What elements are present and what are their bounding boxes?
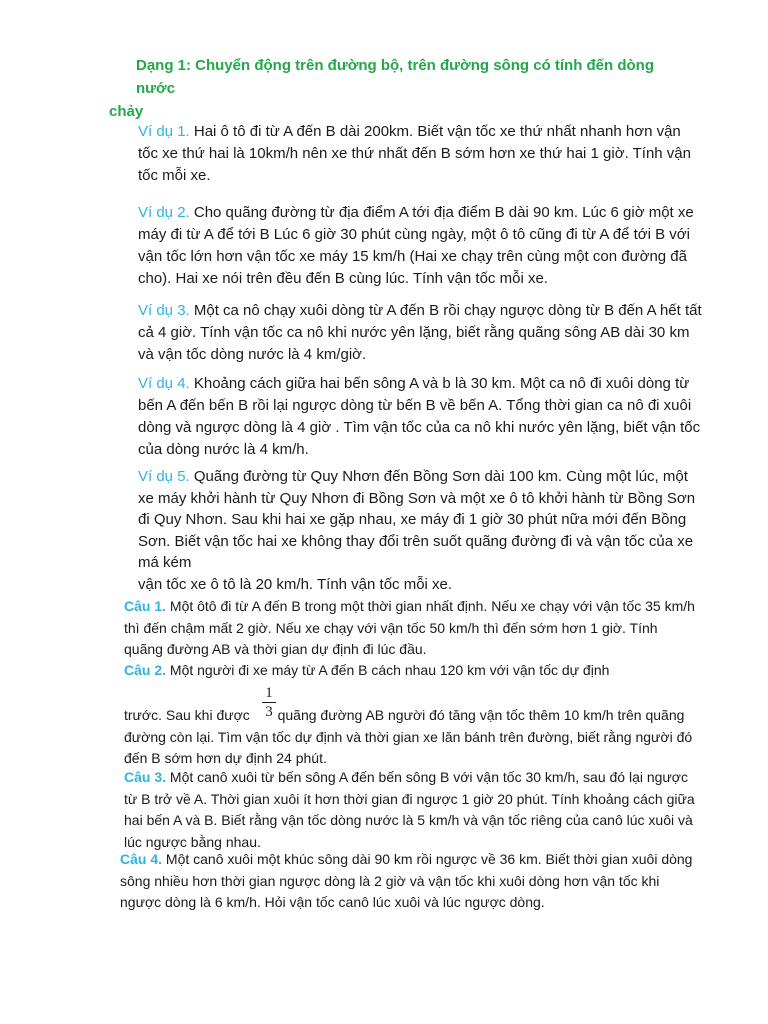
- example-text: Một ca nô chạy xuôi dòng từ A đến B rồi chạy ngược dòng từ B đến A hết tất cả 4 giờ. Tính vận tốc ca nô khi nước yên lặng, biết rằng quãng sông AB dài 30 km và vận tốc dòng nước là 4 km/giờ.: [138, 302, 702, 363]
- example-label: Ví dụ 1.: [138, 123, 190, 140]
- question-2-continued: [124, 705, 699, 770]
- heading-line-1: Dạng 1: Chuyển động trên đường bộ, trên đường sông có tính đến dòng nước: [136, 57, 655, 97]
- example-text: Cho quãng đường từ địa điểm A tới địa điểm B dài 90 km. Lúc 6 giờ một xe máy đi từ A để tới B Lúc 6 giờ 30 phút cùng ngày, một ô tô cũng đi từ A để tới B với vận tốc lớn hơn vận tốc xe máy 15 km/h (Hai xe chạy trên cùng một con đường đã cho). Hai xe nói trên đều đến B cùng lúc. Tính vận tốc mỗi xe.: [138, 204, 694, 287]
- example-label: Ví dụ 3.: [138, 302, 190, 319]
- example-text: Quãng đường từ Quy Nhơn đến Bồng Sơn dài 100 km. Cùng một lúc, một xe máy khởi hành từ Quy Nhơn đi Bồng Sơn và một xe ô tô khởi hành từ Bồng Sơn đi Quy Nhơn. Sau khi hai xe gặp nhau, xe máy đi 1 giờ 30 phút nữa mới đến Bồng Sơn. Biết vận tốc hai xe không thay đổi trên suốt quãng đường đi và vận tốc của xe má kém: [138, 468, 696, 571]
- example-4: [138, 373, 703, 461]
- question-text: Một người đi xe máy từ A đến B cách nhau 120 km với vận tốc dự định: [166, 662, 610, 678]
- fraction-denominator: 3: [265, 704, 273, 720]
- fraction-numerator: 1: [262, 684, 276, 703]
- example-3: [138, 300, 703, 366]
- question-label: Câu 1.: [124, 598, 167, 614]
- question-text: Một canô xuôi một khúc sông dài 90 km rồi ngược về 36 km. Biết thời gian xuôi dòng sông nhiều hơn thời gian ngược dòng là 2 giờ và vận tốc khi xuôi dòng hơn vận tốc khi ngược dòng là 6 km/h. Hỏi vận tốc canô lúc xuôi và lúc ngược dòng.: [120, 851, 693, 910]
- example-label: Ví dụ 5.: [138, 468, 190, 485]
- example-text-continued: vận tốc xe ô tô là 20 km/h. Tính vận tốc mỗi xe.: [138, 575, 453, 593]
- question-4: [120, 849, 695, 914]
- question-label: Câu 4.: [120, 851, 163, 867]
- example-5: [138, 466, 703, 595]
- question-1: [124, 596, 699, 661]
- question-2: [124, 660, 699, 682]
- question-label: Câu 3.: [124, 769, 167, 785]
- question-text: Một canô xuôi từ bến sông A đến bến sông B với vận tốc 30 km/h, sau đó lại ngược từ B trở về A. Thời gian xuôi ít hơn thời gian đi ngược 1 giờ 20 phút. Tính khoảng cách giữa hai bến A và B. Biết rằng vận tốc dòng nước là 5 km/h và vận tốc riêng của canô lúc xuôi và lúc ngược bằng nhau.: [124, 769, 695, 850]
- question-label: Câu 2.: [124, 662, 167, 678]
- example-label: Ví dụ 4.: [138, 375, 190, 392]
- section-heading: [109, 54, 696, 123]
- question-text-after-fraction: quãng đường AB người đó tăng vận tốc thêm 10 km/h trên quãng đường còn lại. Tìm vận tốc dự định và thời gian xe lăn bánh trên đường, biết rằng người đó đến B sớm hơn dự định 24 phút.: [124, 707, 693, 766]
- example-1: [138, 121, 703, 187]
- example-text: Hai ô tô đi từ A đến B dài 200km. Biết vận tốc xe thứ nhất nhanh hơn vận tốc xe thứ hai là 10km/h nên xe thứ nhất đến B sớm hơn xe thứ hai 1 giờ. Tính vận tốc mỗi xe.: [138, 123, 691, 184]
- question-text-before-fraction: trước. Sau khi được: [124, 707, 254, 723]
- example-2: [138, 202, 703, 290]
- example-text: Khoảng cách giữa hai bến sông A và b là 30 km. Một ca nô đi xuôi dòng từ bến A đến bến B rồi lại ngược dòng từ bến B về bến A. Tổng thời gian ca nô đi xuôi dòng và ngược dòng là 4 giờ . Tìm vận tốc của ca nô khi nước yên lặng, biết vận tốc của dòng nước là 4 km/h.: [138, 375, 701, 458]
- heading-line-2: chảy: [109, 103, 144, 120]
- question-3: [124, 767, 699, 853]
- question-text: Một ôtô đi từ A đến B trong một thời gian nhất định. Nếu xe chạy với vận tốc 35 km/h thì đến chậm mất 2 giờ. Nếu xe chạy với vận tốc 50 km/h thì đến sớm hơn 1 giờ. Tính quãng đường AB và thời gian dự định đi lúc đầu.: [124, 598, 695, 657]
- example-label: Ví dụ 2.: [138, 204, 190, 221]
